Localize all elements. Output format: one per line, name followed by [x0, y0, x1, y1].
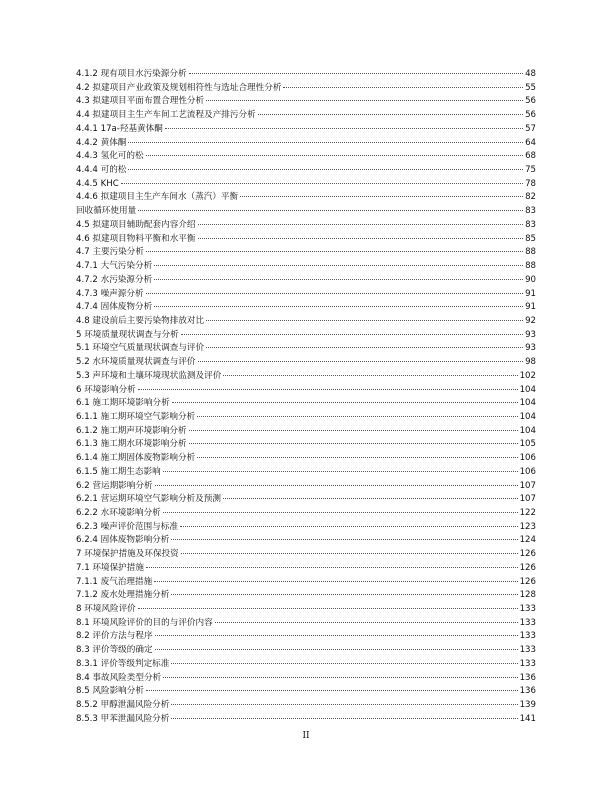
toc-entry[interactable] [76, 191, 536, 205]
toc-entry-page: 68 [525, 151, 536, 162]
toc-entry[interactable] [76, 521, 536, 535]
toc-entry-page: 83 [525, 219, 536, 230]
toc-entry-page: 124 [519, 535, 536, 546]
toc-entry-page: 105 [519, 439, 536, 450]
toc-entry-page: 91 [525, 288, 536, 299]
toc-entry[interactable] [76, 548, 536, 562]
dot-leader [240, 196, 523, 197]
dot-leader [171, 594, 517, 595]
toc-entry-title: 4.4.1 17a-羟基黄体酮 [76, 123, 163, 134]
toc-entry[interactable] [76, 123, 536, 137]
toc-entry[interactable] [76, 329, 536, 343]
toc-entry[interactable] [76, 164, 536, 178]
toc-entry[interactable] [76, 685, 536, 699]
dot-leader [198, 361, 524, 362]
dot-leader [163, 471, 518, 472]
toc-entry-page: 55 [525, 82, 536, 93]
dot-leader [155, 635, 518, 636]
toc-entry-page: 133 [519, 604, 536, 615]
dot-leader [189, 73, 524, 74]
toc-entry-page: 128 [519, 590, 536, 601]
toc-entry-title: 4.4.2 黄体酮 [76, 137, 127, 148]
toc-entry-title: 8.3.1 评价等级判定标准 [76, 658, 170, 669]
toc-entry-page: 48 [525, 69, 536, 79]
toc-entry-title: 6.1.1 施工期环境空气影响分析 [76, 411, 196, 422]
toc-entry-title: 4.4.4 可的松 [76, 165, 127, 176]
toc-entry[interactable] [76, 342, 536, 356]
toc-entry-title: 8.2 评价方法与程序 [76, 631, 153, 642]
page-number-footer: II [302, 731, 310, 741]
dot-leader [215, 622, 518, 623]
dot-leader [138, 210, 523, 211]
toc-entry-page: 104 [519, 425, 536, 436]
toc-entry-page: 126 [519, 576, 536, 587]
toc-entry-title: 7.1 环境保护措施 [76, 562, 144, 573]
toc-entry[interactable] [76, 644, 536, 658]
table-of-contents [76, 68, 536, 727]
toc-entry-title: 8.3 评价等级的确定 [76, 645, 153, 656]
toc-entry-title: 4.5 拟建项目辅助配套内容介绍 [76, 219, 196, 230]
toc-entry[interactable] [76, 246, 536, 260]
toc-entry-page: 136 [519, 686, 536, 697]
toc-entry-title: 6.1.5 施工期生态影响 [76, 466, 161, 477]
toc-entry[interactable] [76, 425, 536, 439]
toc-entry[interactable] [76, 603, 536, 617]
toc-entry[interactable] [76, 370, 536, 384]
dot-leader [223, 498, 518, 499]
dot-leader [155, 649, 518, 650]
toc-entry[interactable] [76, 219, 536, 233]
toc-entry[interactable] [76, 137, 536, 151]
toc-entry[interactable] [76, 150, 536, 164]
dot-leader [163, 512, 518, 513]
dot-leader [283, 87, 523, 88]
toc-entry-title: 4.4 拟建项目主生产车间工艺流程及产排污分析 [76, 110, 256, 121]
dot-leader [171, 663, 517, 664]
toc-entry-title: 6.2 营运期影响分析 [76, 480, 153, 491]
toc-entry-page: 88 [525, 261, 536, 272]
dot-leader [206, 347, 523, 348]
toc-entry-title: 4.7.4 固体废物分析 [76, 302, 153, 313]
dot-leader [154, 265, 523, 266]
dot-leader [146, 293, 523, 294]
toc-entry-page: 126 [519, 549, 536, 560]
toc-entry-page: 102 [519, 370, 536, 381]
toc-entry-title: 8.5.2 甲醇泄漏风险分析 [76, 700, 170, 711]
dot-leader [128, 169, 523, 170]
toc-entry[interactable] [76, 411, 536, 425]
dot-leader [154, 581, 517, 582]
toc-entry-page: 91 [525, 302, 536, 313]
toc-entry-page: 64 [525, 137, 536, 148]
toc-entry[interactable] [76, 109, 536, 123]
toc-entry[interactable] [76, 507, 536, 521]
dot-leader [206, 320, 523, 321]
toc-entry-page: 133 [519, 631, 536, 642]
toc-entry[interactable] [76, 438, 536, 452]
toc-entry-page: 90 [525, 274, 536, 285]
toc-entry[interactable] [76, 397, 536, 411]
toc-entry-page: 83 [525, 206, 536, 217]
toc-entry-page: 93 [525, 329, 536, 340]
dot-leader [206, 100, 523, 101]
toc-entry-page: 107 [519, 480, 536, 491]
toc-entry[interactable] [76, 260, 536, 274]
dot-leader [163, 677, 517, 678]
toc-entry[interactable] [76, 301, 536, 315]
toc-entry-title: 4.4.5 KHC [76, 178, 119, 189]
toc-entry[interactable] [76, 315, 536, 329]
toc-entry[interactable] [76, 205, 536, 219]
toc-entry-page: 126 [519, 562, 536, 573]
toc-entry[interactable] [76, 713, 536, 727]
toc-entry-page: 104 [519, 398, 536, 409]
toc-entry-page: 104 [519, 384, 536, 395]
toc-entry-title: 4.2 拟建项目产业政策及规划相符性与选址合理性分析 [76, 82, 282, 93]
toc-entry-page: 88 [525, 247, 536, 258]
toc-entry-page: 56 [525, 110, 536, 121]
dot-leader [121, 183, 523, 184]
toc-entry[interactable] [76, 356, 536, 370]
toc-entry-page: 139 [519, 700, 536, 711]
toc-entry-page: 82 [525, 192, 536, 203]
toc-entry-title: 4.1.2 现有项目水污染源分析 [76, 69, 187, 79]
dot-leader [171, 718, 517, 719]
toc-entry[interactable] [76, 699, 536, 713]
toc-entry[interactable] [76, 617, 536, 631]
toc-entry-title: 5 环境质量现状调查与分析 [76, 329, 179, 340]
toc-entry-title: 4.8 建设前后主要污染物排放对比 [76, 315, 205, 326]
dot-leader [146, 251, 523, 252]
dot-leader [180, 526, 518, 527]
dot-leader [128, 142, 523, 143]
toc-entry[interactable] [76, 233, 536, 247]
toc-entry[interactable] [76, 288, 536, 302]
dot-leader [197, 416, 517, 417]
dot-leader [154, 279, 523, 280]
toc-entry-title: 4.4.6 拟建项目主生产车间水（蒸汽）平衡 [76, 192, 239, 203]
toc-entry-page: 123 [519, 521, 536, 532]
toc-entry-page: 136 [519, 672, 536, 683]
dot-leader [171, 539, 517, 540]
toc-entry-page: 106 [519, 466, 536, 477]
toc-entry-title: 8.5 风险影响分析 [76, 686, 144, 697]
toc-entry-title: 5.1 环境空气质量现状调查与评价 [76, 343, 205, 354]
toc-entry[interactable] [76, 274, 536, 288]
toc-entry[interactable] [76, 95, 536, 109]
dot-leader [146, 567, 518, 568]
toc-entry-title: 4.4.3 氢化可的松 [76, 151, 144, 162]
toc-entry-page: 133 [519, 617, 536, 628]
toc-entry-title: 6.2.1 营运期环境空气影响分析及预测 [76, 494, 221, 505]
dot-leader [146, 155, 523, 156]
dot-leader [146, 690, 518, 691]
toc-entry[interactable] [76, 658, 536, 672]
dot-leader [198, 224, 524, 225]
dot-leader [171, 704, 517, 705]
dot-leader [198, 238, 524, 239]
toc-entry[interactable] [76, 672, 536, 686]
dot-leader [189, 443, 518, 444]
toc-entry-title: 7.1.1 废气治理措施 [76, 576, 153, 587]
toc-entry-page: 56 [525, 96, 536, 107]
toc-entry-title: 6.1.4 施工期固体废物影响分析 [76, 453, 196, 464]
dot-leader [181, 334, 523, 335]
toc-entry-title: 8.4 事故风险类型分析 [76, 672, 162, 683]
toc-entry-page: 75 [525, 165, 536, 176]
toc-entry[interactable] [76, 384, 536, 398]
toc-entry-page: 122 [519, 508, 536, 518]
dot-leader [154, 306, 523, 307]
toc-entry[interactable] [76, 589, 536, 603]
toc-entry-page: 78 [525, 178, 536, 189]
toc-entry-title: 6.1.3 施工期水环境影响分析 [76, 439, 187, 450]
toc-entry-title: 6 环境影响分析 [76, 384, 136, 395]
toc-entry-page: 104 [519, 411, 536, 422]
toc-entry-page: 133 [519, 645, 536, 656]
toc-entry-title: 4.7.3 噪声源分析 [76, 288, 144, 299]
toc-entry-title: 5.2 水环境质量现状调查与评价 [76, 357, 196, 368]
toc-entry-title: 6.2.4 固体废物影响分析 [76, 535, 170, 546]
toc-entry[interactable] [76, 534, 536, 548]
toc-entry-title: 5.3 声环境和土壤环境现状监测及评价 [76, 370, 222, 381]
toc-entry[interactable] [76, 452, 536, 466]
toc-entry[interactable] [76, 82, 536, 96]
toc-entry-page: 98 [525, 357, 536, 368]
toc-entry-title: 7.1.2 废水处理措施分析 [76, 590, 170, 601]
toc-entry-title: 回收循环使用量 [76, 206, 137, 217]
toc-entry[interactable] [76, 493, 536, 507]
toc-entry-title: 6.1.2 施工期声环境影响分析 [76, 425, 187, 436]
toc-entry-page: 107 [519, 494, 536, 505]
toc-entry-title: 6.2.3 噪声评价范围与标准 [76, 521, 178, 532]
dot-leader [165, 128, 523, 129]
toc-entry-title: 4.7.1 大气污染分析 [76, 261, 153, 272]
toc-entry-title: 4.7 主要污染分析 [76, 247, 144, 258]
toc-entry-title: 8 环境风险评价 [76, 604, 136, 615]
dot-leader [138, 608, 518, 609]
toc-entry-title: 6.2.2 水环境影响分析 [76, 508, 161, 518]
dot-leader [138, 389, 518, 390]
toc-entry-title: 8.1 环境风险评价的目的与评价内容 [76, 617, 213, 628]
dot-leader [223, 375, 517, 376]
toc-entry[interactable] [76, 576, 536, 590]
dot-leader [189, 430, 518, 431]
toc-entry-page: 141 [519, 713, 536, 724]
toc-entry-page: 133 [519, 658, 536, 669]
toc-entry-title: 7 环境保护措施及环保投资 [76, 549, 179, 560]
toc-entry-page: 93 [525, 343, 536, 354]
toc-entry[interactable] [76, 562, 536, 576]
dot-leader [258, 114, 523, 115]
toc-entry-page: 92 [525, 315, 536, 326]
dot-leader [172, 402, 518, 403]
toc-entry-title: 6.1 施工期环境影响分析 [76, 398, 170, 409]
toc-entry[interactable] [76, 630, 536, 644]
toc-entry-title: 4.6 拟建项目物料平衡和水平衡 [76, 233, 196, 244]
toc-entry-page: 57 [525, 123, 536, 134]
toc-entry[interactable] [76, 480, 536, 494]
toc-entry-title: 4.7.2 水污染源分析 [76, 274, 153, 285]
toc-entry[interactable] [76, 68, 536, 82]
toc-entry[interactable] [76, 178, 536, 192]
dot-leader [197, 457, 517, 458]
toc-entry-page: 106 [519, 453, 536, 464]
toc-entry-page: 85 [525, 233, 536, 244]
toc-entry-title: 4.3 拟建项目平面布置合理性分析 [76, 96, 205, 107]
toc-entry[interactable] [76, 466, 536, 480]
dot-leader [181, 553, 518, 554]
dot-leader [155, 485, 518, 486]
toc-entry-title: 8.5.3 甲苯泄漏风险分析 [76, 713, 170, 724]
